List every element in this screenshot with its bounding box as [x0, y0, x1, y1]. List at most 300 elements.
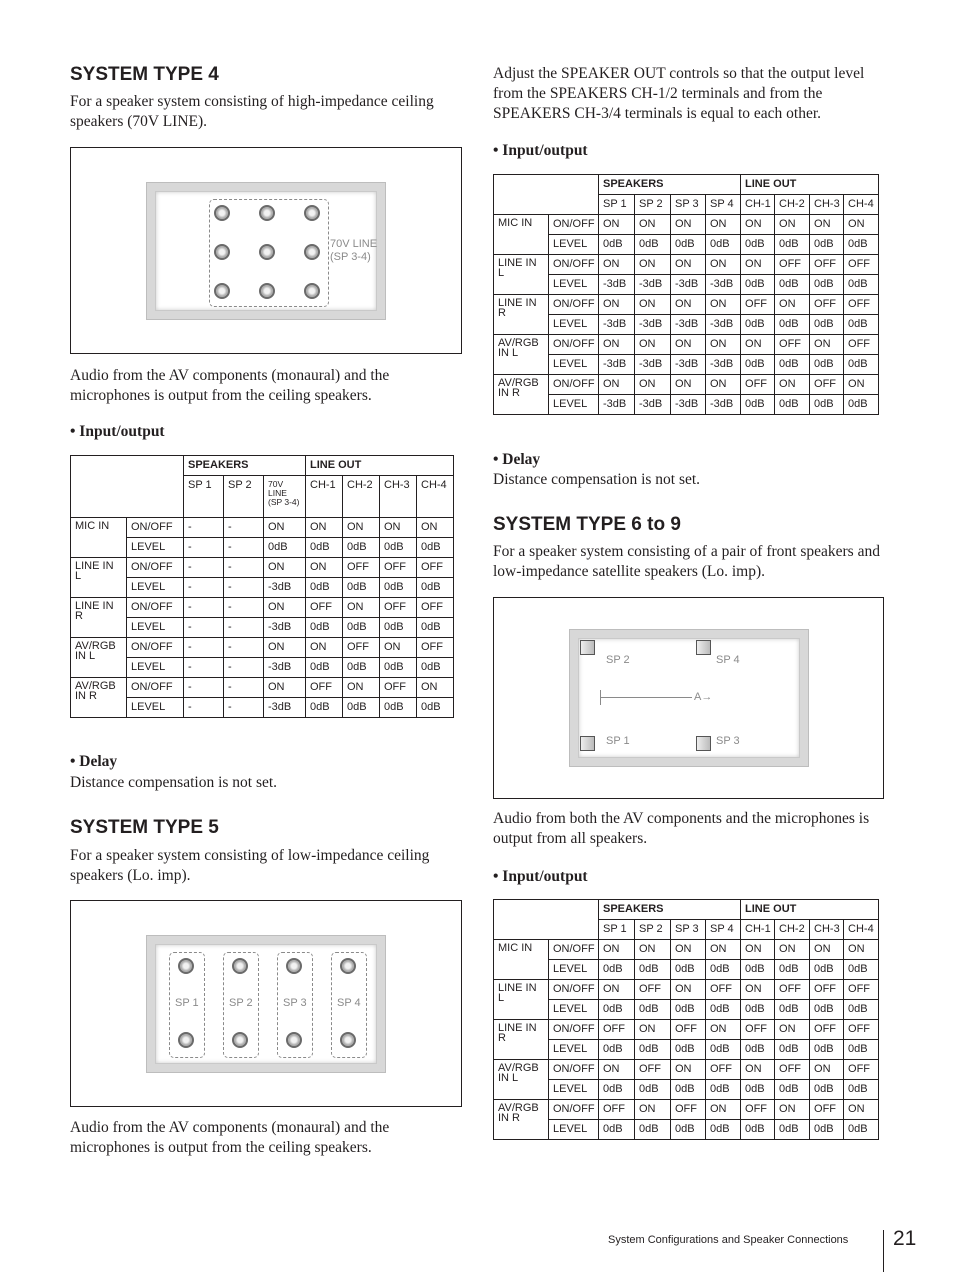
- table-cell: ON: [599, 335, 635, 355]
- row-group-label: AV/RGB IN L: [494, 335, 549, 375]
- column-header: CH-4: [844, 195, 879, 215]
- row-group-label: MIC IN: [494, 215, 549, 255]
- table-cell: 0dB: [264, 538, 306, 558]
- table-cell: 0dB: [343, 618, 380, 638]
- delay-heading: • Delay: [70, 753, 118, 770]
- column-header: CH-3: [810, 195, 844, 215]
- table-cell: 0dB: [417, 578, 454, 598]
- table-cell: ON: [706, 255, 741, 275]
- row-parameter-label: LEVEL: [549, 235, 599, 255]
- table-cell: 0dB: [343, 538, 380, 558]
- table-cell: OFF: [417, 638, 454, 658]
- table-cell: -: [224, 578, 264, 598]
- input-output-heading: • Input/output: [493, 868, 588, 885]
- ceiling-speaker-icon: [259, 205, 275, 221]
- ceiling-speaker-icon: [232, 1032, 248, 1048]
- column-header: CH-1: [306, 476, 343, 518]
- table-row: [494, 355, 879, 375]
- header-speakers: SPEAKERS: [599, 175, 741, 195]
- table-cell: ON: [741, 980, 775, 1000]
- table-cell: -3dB: [599, 275, 635, 295]
- table-cell: -3dB: [264, 618, 306, 638]
- figure-label-70v-line: 70V LINE: [330, 238, 378, 250]
- row-parameter-label: LEVEL: [127, 578, 184, 598]
- system-type-4-table: [70, 455, 454, 718]
- header-speakers: SPEAKERS: [184, 456, 306, 476]
- table-row: [494, 1100, 879, 1120]
- table-cell: 0dB: [844, 1040, 879, 1060]
- table-cell: OFF: [775, 255, 810, 275]
- table-cell: 0dB: [635, 960, 671, 980]
- table-cell: 0dB: [599, 960, 635, 980]
- table-cell: ON: [306, 518, 343, 538]
- column-header: CH-3: [810, 920, 844, 940]
- table-row: [494, 315, 879, 335]
- table-cell: ON: [264, 518, 306, 538]
- table-cell: 0dB: [635, 1120, 671, 1140]
- table-cell: 0dB: [741, 1080, 775, 1100]
- room-diagram: [146, 935, 386, 1073]
- ceiling-speaker-icon: [214, 283, 230, 299]
- table-cell: ON: [810, 215, 844, 235]
- table-cell: -3dB: [635, 355, 671, 375]
- row-group-label: AV/RGB IN L: [494, 1060, 549, 1100]
- table-cell: -3dB: [264, 658, 306, 678]
- table-cell: 0dB: [671, 1040, 706, 1060]
- row-parameter-label: ON/OFF: [549, 1060, 599, 1080]
- table-cell: -: [184, 618, 224, 638]
- row-group-label: MIC IN: [71, 518, 127, 558]
- table-cell: 0dB: [706, 1000, 741, 1020]
- delay-heading: • Delay: [493, 451, 541, 468]
- column-header: SP 4: [706, 195, 741, 215]
- table-cell: 0dB: [775, 355, 810, 375]
- satellite-speaker-icon: [696, 640, 711, 655]
- table-cell: 0dB: [844, 395, 879, 415]
- table-cell: -3dB: [635, 275, 671, 295]
- table-cell: 0dB: [775, 1120, 810, 1140]
- table-cell: ON: [671, 335, 706, 355]
- figure-label-sp1: SP 1: [606, 735, 630, 747]
- table-cell: OFF: [599, 1100, 635, 1120]
- table-cell: 0dB: [380, 698, 417, 718]
- system-type-5-audio: Audio from the AV components (monaural) and the microphones is output from the ceiling speakers.: [70, 1119, 390, 1156]
- ceiling-speaker-icon: [286, 1032, 302, 1048]
- table-cell: ON: [706, 295, 741, 315]
- table-cell: 0dB: [844, 1120, 879, 1140]
- table-cell: ON: [741, 215, 775, 235]
- table-cell: 0dB: [380, 538, 417, 558]
- row-group-label: LINE IN L: [494, 255, 549, 295]
- table-cell: ON: [343, 518, 380, 538]
- column-header: CH-2: [775, 195, 810, 215]
- table-cell: ON: [844, 1100, 879, 1120]
- table-cell: ON: [671, 375, 706, 395]
- table-cell: OFF: [671, 1020, 706, 1040]
- system-type-4-intro: For a speaker system consisting of high-impedance ceiling speakers (70V LINE).: [70, 93, 434, 130]
- row-group-label: MIC IN: [494, 940, 549, 980]
- table-cell: OFF: [844, 335, 879, 355]
- table-cell: OFF: [844, 980, 879, 1000]
- row-parameter-label: ON/OFF: [127, 638, 184, 658]
- table-cell: OFF: [417, 558, 454, 578]
- figure-label-sp2: SP 2: [229, 997, 253, 1009]
- table-cell: ON: [380, 518, 417, 538]
- table-cell: 0dB: [741, 235, 775, 255]
- table-cell: 0dB: [343, 698, 380, 718]
- column-header: SP 3: [671, 920, 706, 940]
- row-parameter-label: ON/OFF: [127, 558, 184, 578]
- table-cell: ON: [775, 215, 810, 235]
- table-row: [494, 335, 879, 355]
- header-line-out: LINE OUT: [741, 175, 879, 195]
- table-cell: -3dB: [706, 275, 741, 295]
- table-cell: 0dB: [775, 275, 810, 295]
- table-cell: OFF: [810, 295, 844, 315]
- row-parameter-label: ON/OFF: [127, 518, 184, 538]
- table-cell: OFF: [343, 558, 380, 578]
- system-type-6-9-audio: Audio from both the AV components and the microphones is output from all speakers.: [493, 810, 870, 847]
- table-cell: 0dB: [671, 235, 706, 255]
- table-cell: ON: [706, 1100, 741, 1120]
- table-cell: -: [224, 598, 264, 618]
- table-cell: 0dB: [635, 235, 671, 255]
- table-cell: -: [224, 698, 264, 718]
- table-cell: 0dB: [775, 1000, 810, 1020]
- table-cell: 0dB: [810, 235, 844, 255]
- table-cell: ON: [706, 1020, 741, 1040]
- row-group-label: AV/RGB IN R: [494, 375, 549, 415]
- table-row: [71, 618, 454, 638]
- table-cell: OFF: [306, 678, 343, 698]
- table-cell: ON: [343, 678, 380, 698]
- table-cell: -3dB: [706, 315, 741, 335]
- table-cell: 0dB: [671, 1000, 706, 1020]
- table-cell: ON: [671, 255, 706, 275]
- table-cell: -3dB: [599, 355, 635, 375]
- figure-label-sp3-4: (SP 3-4): [330, 251, 371, 263]
- table-cell: OFF: [844, 1060, 879, 1080]
- figure-label-sp3: SP 3: [283, 997, 307, 1009]
- table-cell: ON: [775, 1020, 810, 1040]
- table-row: [494, 395, 879, 415]
- table-cell: ON: [635, 335, 671, 355]
- row-group-label: LINE IN L: [494, 980, 549, 1020]
- adjust-speaker-out-text: Adjust the SPEAKER OUT controls so that the output level from the SPEAKERS CH-1/2 terminals and from the SPEAKERS CH-3/4 terminals is equal to each other.: [493, 65, 865, 122]
- table-cell: ON: [599, 255, 635, 275]
- ceiling-speaker-icon: [178, 958, 194, 974]
- table-cell: ON: [775, 375, 810, 395]
- table-cell: 0dB: [844, 315, 879, 335]
- table-cell: OFF: [844, 295, 879, 315]
- table-corner-cell: [494, 175, 599, 215]
- table-cell: ON: [635, 1020, 671, 1040]
- table-cell: OFF: [599, 1020, 635, 1040]
- table-cell: OFF: [635, 1060, 671, 1080]
- table-cell: ON: [599, 980, 635, 1000]
- table-row: [71, 678, 454, 698]
- table-cell: -: [184, 538, 224, 558]
- table-cell: OFF: [775, 980, 810, 1000]
- header-line-out: LINE OUT: [741, 900, 879, 920]
- distance-line: [600, 697, 692, 698]
- table-cell: OFF: [741, 1020, 775, 1040]
- table-cell: ON: [810, 1060, 844, 1080]
- table-corner-cell: [71, 456, 184, 518]
- ceiling-speaker-icon: [340, 1032, 356, 1048]
- table-cell: 0dB: [741, 395, 775, 415]
- table-row: [71, 658, 454, 678]
- table-cell: -: [184, 578, 224, 598]
- table-cell: 0dB: [775, 315, 810, 335]
- table-cell: ON: [844, 215, 879, 235]
- table-cell: -3dB: [671, 315, 706, 335]
- row-group-label: AV/RGB IN R: [494, 1100, 549, 1140]
- row-parameter-label: LEVEL: [549, 1120, 599, 1140]
- system-type-4-audio: Audio from the AV components (monaural) and the microphones is output from the ceiling speakers.: [70, 367, 390, 404]
- row-parameter-label: ON/OFF: [549, 335, 599, 355]
- table-cell: OFF: [810, 375, 844, 395]
- column-header: CH-4: [417, 476, 454, 518]
- table-row: [494, 1060, 879, 1080]
- table-cell: 0dB: [599, 1120, 635, 1140]
- table-cell: -3dB: [671, 395, 706, 415]
- table-cell: ON: [775, 295, 810, 315]
- table-cell: ON: [264, 678, 306, 698]
- row-group-label: LINE IN R: [494, 1020, 549, 1060]
- table-cell: OFF: [671, 1100, 706, 1120]
- table-cell: ON: [671, 980, 706, 1000]
- table-cell: 0dB: [417, 698, 454, 718]
- table-cell: ON: [706, 375, 741, 395]
- row-parameter-label: LEVEL: [549, 275, 599, 295]
- table-cell: 0dB: [775, 395, 810, 415]
- table-cell: 0dB: [671, 1120, 706, 1140]
- table-cell: OFF: [380, 558, 417, 578]
- column-header: CH-4: [844, 920, 879, 940]
- column-header: CH-2: [775, 920, 810, 940]
- table-cell: 0dB: [706, 960, 741, 980]
- table-cell: OFF: [741, 295, 775, 315]
- input-output-heading: • Input/output: [493, 142, 588, 159]
- figure-label-sp1: SP 1: [175, 997, 199, 1009]
- footer-divider: [883, 1230, 884, 1272]
- row-parameter-label: ON/OFF: [127, 598, 184, 618]
- table-row: [71, 558, 454, 578]
- table-row: [71, 578, 454, 598]
- ceiling-speaker-icon: [178, 1032, 194, 1048]
- table-cell: ON: [706, 335, 741, 355]
- table-cell: OFF: [810, 1020, 844, 1040]
- column-header: CH-3: [380, 476, 417, 518]
- table-cell: ON: [635, 375, 671, 395]
- figure-label-sp4: SP 4: [337, 997, 361, 1009]
- table-cell: ON: [264, 558, 306, 578]
- table-cell: 0dB: [306, 578, 343, 598]
- column-header: CH-2: [343, 476, 380, 518]
- system-type-4-figure: [70, 147, 462, 354]
- table-cell: ON: [599, 215, 635, 235]
- table-cell: 0dB: [417, 538, 454, 558]
- system-type-5-title: SYSTEM TYPE 5: [70, 817, 219, 838]
- table-cell: 0dB: [706, 1120, 741, 1140]
- row-parameter-label: ON/OFF: [549, 295, 599, 315]
- ceiling-speaker-icon: [259, 283, 275, 299]
- table-cell: -3dB: [671, 355, 706, 375]
- table-cell: -: [184, 518, 224, 538]
- table-cell: ON: [844, 940, 879, 960]
- table-cell: 0dB: [844, 235, 879, 255]
- column-header: 70V LINE (SP 3-4): [264, 476, 306, 518]
- table-cell: 0dB: [380, 578, 417, 598]
- table-cell: 0dB: [380, 658, 417, 678]
- table-row: [494, 1120, 879, 1140]
- table-cell: 0dB: [306, 538, 343, 558]
- column-header: SP 2: [635, 920, 671, 940]
- table-cell: -: [224, 638, 264, 658]
- table-cell: ON: [635, 255, 671, 275]
- page-number: 21: [893, 1227, 917, 1250]
- table-cell: ON: [417, 678, 454, 698]
- table-cell: ON: [671, 295, 706, 315]
- ceiling-speaker-icon: [304, 283, 320, 299]
- table-cell: 0dB: [306, 658, 343, 678]
- table-row: [494, 255, 879, 275]
- table-cell: ON: [635, 940, 671, 960]
- row-parameter-label: LEVEL: [549, 315, 599, 335]
- table-cell: -3dB: [264, 578, 306, 598]
- room-diagram: [569, 629, 809, 767]
- table-cell: 0dB: [810, 275, 844, 295]
- table-row: [494, 215, 879, 235]
- front-speaker-icon: [580, 640, 595, 655]
- table-cell: -3dB: [264, 698, 306, 718]
- table-cell: -3dB: [706, 395, 741, 415]
- table-cell: -: [184, 678, 224, 698]
- column-header: SP 4: [706, 920, 741, 940]
- table-cell: 0dB: [775, 1040, 810, 1060]
- ceiling-speaker-icon: [304, 205, 320, 221]
- table-cell: OFF: [775, 1060, 810, 1080]
- table-cell: OFF: [775, 335, 810, 355]
- table-row: [494, 1040, 879, 1060]
- figure-label-sp3: SP 3: [716, 735, 740, 747]
- system-type-4-title: SYSTEM TYPE 4: [70, 64, 219, 85]
- table-row: [494, 1000, 879, 1020]
- table-cell: 0dB: [599, 1080, 635, 1100]
- row-parameter-label: LEVEL: [127, 618, 184, 638]
- table-cell: ON: [599, 295, 635, 315]
- table-cell: ON: [741, 1060, 775, 1080]
- distance-label-a: A→: [694, 691, 713, 703]
- row-group-label: LINE IN R: [71, 598, 127, 638]
- table-cell: ON: [264, 598, 306, 618]
- table-header-row: [494, 900, 879, 920]
- table-cell: ON: [417, 518, 454, 538]
- table-header-row: [71, 456, 454, 476]
- table-cell: ON: [599, 375, 635, 395]
- header-line-out: LINE OUT: [306, 456, 454, 476]
- table-cell: -: [184, 658, 224, 678]
- table-cell: 0dB: [343, 658, 380, 678]
- table-cell: ON: [599, 940, 635, 960]
- table-cell: 0dB: [775, 960, 810, 980]
- table-cell: ON: [264, 638, 306, 658]
- row-group-label: LINE IN L: [71, 558, 127, 598]
- table-cell: 0dB: [671, 960, 706, 980]
- table-cell: 0dB: [671, 1080, 706, 1100]
- header-speakers: SPEAKERS: [599, 900, 741, 920]
- table-cell: ON: [343, 598, 380, 618]
- table-cell: -: [224, 558, 264, 578]
- table-row: [494, 1080, 879, 1100]
- column-header: SP 1: [599, 195, 635, 215]
- column-header: SP 2: [224, 476, 264, 518]
- row-parameter-label: ON/OFF: [549, 375, 599, 395]
- row-parameter-label: ON/OFF: [549, 980, 599, 1000]
- table-cell: 0dB: [741, 960, 775, 980]
- row-group-label: AV/RGB IN L: [71, 638, 127, 678]
- table-cell: 0dB: [810, 315, 844, 335]
- table-cell: ON: [706, 940, 741, 960]
- column-header: CH-1: [741, 195, 775, 215]
- table-cell: ON: [741, 335, 775, 355]
- table-cell: ON: [775, 940, 810, 960]
- table-cell: OFF: [706, 1060, 741, 1080]
- table-cell: 0dB: [741, 1120, 775, 1140]
- table-cell: ON: [775, 1100, 810, 1120]
- table-row: [494, 275, 879, 295]
- column-header: SP 1: [184, 476, 224, 518]
- table-cell: ON: [810, 335, 844, 355]
- table-cell: -3dB: [635, 315, 671, 335]
- table-corner-cell: [494, 900, 599, 940]
- table-cell: 0dB: [635, 1080, 671, 1100]
- table-cell: OFF: [741, 1100, 775, 1120]
- table-cell: 0dB: [810, 1080, 844, 1100]
- column-header: SP 2: [635, 195, 671, 215]
- row-parameter-label: LEVEL: [549, 355, 599, 375]
- table-cell: 0dB: [844, 275, 879, 295]
- table-cell: 0dB: [810, 960, 844, 980]
- ceiling-speaker-icon: [340, 958, 356, 974]
- row-parameter-label: LEVEL: [127, 538, 184, 558]
- row-parameter-label: LEVEL: [549, 395, 599, 415]
- table-cell: OFF: [844, 1020, 879, 1040]
- row-parameter-label: LEVEL: [549, 1080, 599, 1100]
- front-speaker-icon: [580, 736, 595, 751]
- table-cell: ON: [671, 940, 706, 960]
- table-cell: 0dB: [741, 1000, 775, 1020]
- table-cell: -: [224, 518, 264, 538]
- table-row: [494, 375, 879, 395]
- system-type-6-9-table: [493, 899, 879, 1140]
- table-cell: 0dB: [844, 1000, 879, 1020]
- ceiling-speaker-icon: [232, 958, 248, 974]
- table-cell: 0dB: [810, 395, 844, 415]
- table-cell: -3dB: [599, 395, 635, 415]
- row-parameter-label: ON/OFF: [549, 255, 599, 275]
- table-cell: ON: [306, 558, 343, 578]
- input-output-heading: • Input/output: [70, 423, 165, 440]
- table-cell: 0dB: [810, 1000, 844, 1020]
- table-cell: -: [224, 658, 264, 678]
- table-row: [494, 960, 879, 980]
- row-group-label: LINE IN R: [494, 295, 549, 335]
- table-cell: 0dB: [343, 578, 380, 598]
- table-cell: OFF: [380, 678, 417, 698]
- table-cell: OFF: [306, 598, 343, 618]
